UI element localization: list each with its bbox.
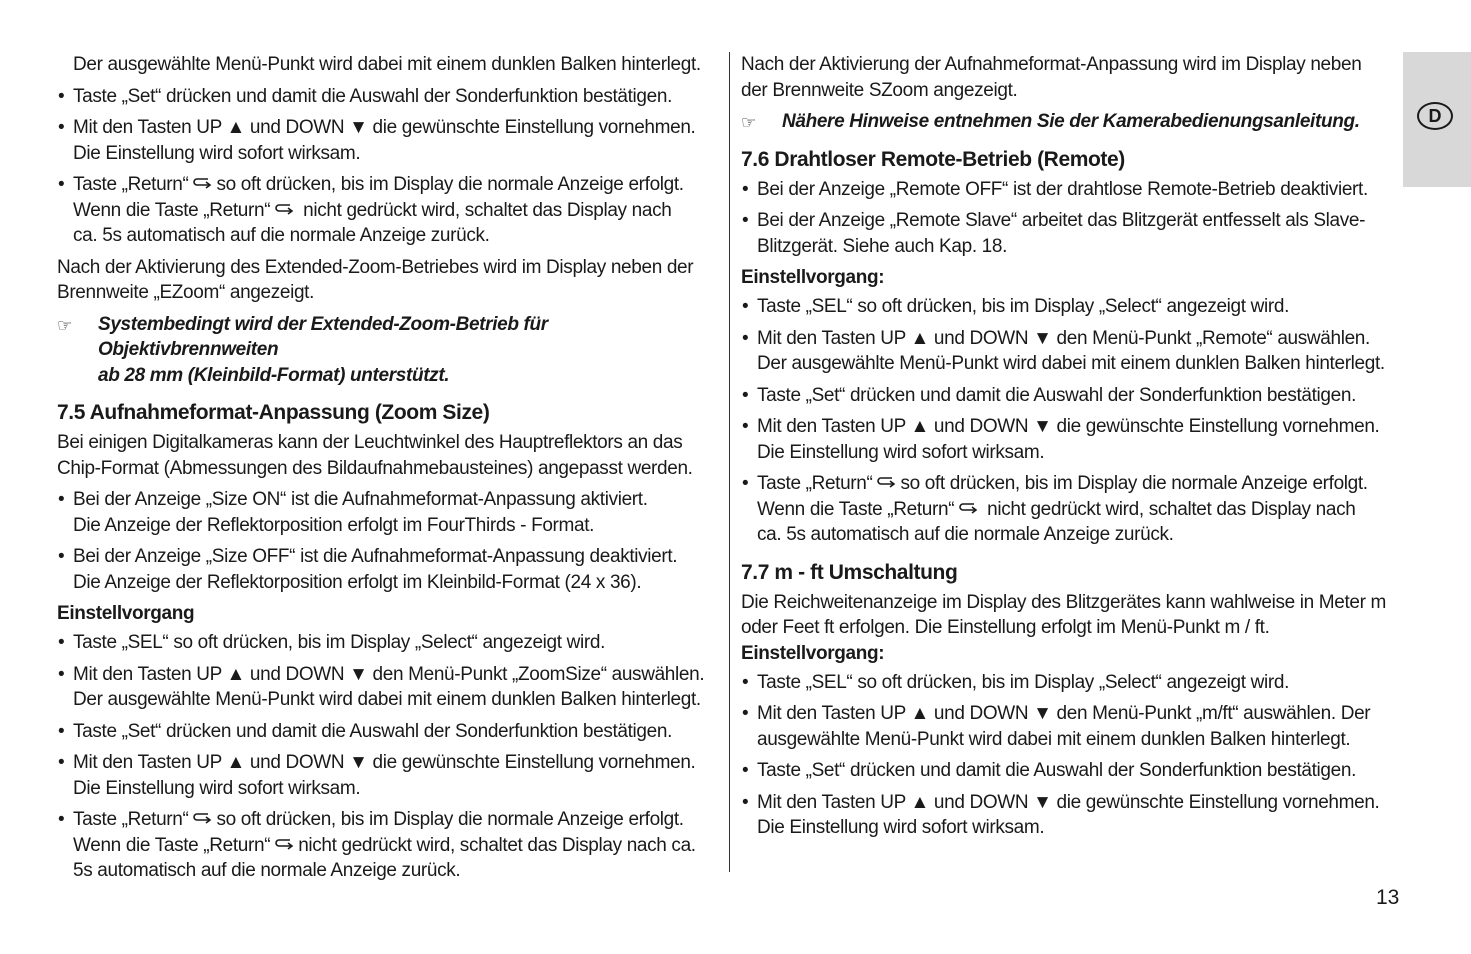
return-key-icon — [192, 811, 212, 827]
list-item: • Taste „Set“ drücken und damit die Auswahl der Sonderfunktion bestätigen. — [741, 758, 1397, 784]
list-item: • Taste „Set“ drücken und damit die Auswahl der Sonderfunktion bestätigen. — [741, 383, 1397, 409]
section-heading: 7.7 m - ft Umschaltung — [741, 560, 958, 584]
list-item: • Taste „SEL“ so oft drücken, bis im Display „Select“ angezeigt wird. — [741, 294, 1397, 320]
list-item: • Mit den Tasten UP ▲ und DOWN ▼ die gewünschte Einstellung vornehmen. Die Einstellung wird sofort wirksam. — [57, 115, 721, 166]
pointing-hand-icon: ☞ — [741, 113, 756, 132]
list-item: • Mit den Tasten UP ▲ und DOWN ▼ die gewünschte Einstellung vornehmen. Die Einstellung wird sofort wirksam. — [741, 414, 1397, 465]
list-item: • Bei der Anzeige „Size ON“ ist die Aufnahmeformat-Anpassung aktiviert. Die Anzeige der Reflektorposition erfolgt im FourThirds - Format. — [57, 487, 721, 538]
language-tab-label: D — [1417, 102, 1453, 130]
return-key-icon — [274, 202, 294, 218]
right-column — [741, 52, 1397, 847]
list-item: • Mit den Tasten UP ▲ und DOWN ▼ den Menü-Punkt „ZoomSize“ auswählen. Der ausgewählte Menü-Punkt wird dabei mit einem dunklen Balken hinterlegt. — [57, 662, 721, 713]
list-item: • Bei der Anzeige „Remote OFF“ ist der drahtlose Remote-Betrieb deaktiviert. — [741, 177, 1397, 203]
list-item: • Mit den Tasten UP ▲ und DOWN ▼ den Menü-Punkt „m/ft“ auswählen. Der ausgewählte Menü-Punkt wird dabei mit einem dunklen Balken hinterlegt. — [741, 701, 1397, 752]
note: ☞ Systembedingt wird der Extended-Zoom-Betrieb für Objektivbrennweiten ab 28 mm (Kleinbild-Format) unterstützt. — [57, 313, 548, 386]
left-column — [57, 52, 721, 890]
list-item: • Taste „Set“ drücken und damit die Auswahl der Sonderfunktion bestätigen. — [57, 84, 721, 110]
section-heading: 7.6 Drahtloser Remote-Betrieb (Remote) — [741, 147, 1125, 171]
column-divider — [729, 52, 730, 872]
return-key-icon — [958, 501, 978, 517]
language-tab — [1403, 52, 1471, 187]
list-item: • Mit den Tasten UP ▲ und DOWN ▼ die gewünschte Einstellung vornehmen. Die Einstellung wird sofort wirksam. — [57, 750, 721, 801]
note: ☞ Nähere Hinweise entnehmen Sie der Kamerabedienungsanleitung. — [741, 109, 1397, 135]
list-item: • Taste „Return“ so oft drücken, bis im Display die normale Anzeige erfolgt. Wenn die Taste „Return“ nicht gedrückt wird, schaltet das Display nach ca. 5s automatisch auf die normale Anzeige zurück. — [57, 807, 721, 884]
list-item: • Taste „Set“ drücken und damit die Auswahl der Sonderfunktion bestätigen. — [57, 719, 721, 745]
list-item: • Taste „Return“ so oft drücken, bis im Display die normale Anzeige erfolgt. Wenn die Taste „Return“ nicht gedrückt wird, schaltet das Display nach ca. 5s automatisch auf die normale Anzeige zurück. — [57, 172, 721, 249]
subheading: Einstellvorgang: — [741, 267, 885, 288]
return-key-icon — [274, 837, 294, 853]
section-heading: 7.5 Aufnahmeformat-Anpassung (Zoom Size) — [57, 401, 490, 424]
paragraph: Nach der Aktivierung der Aufnahmeformat-Anpassung wird im Display neben der Brennweite SZoom angezeigt. — [741, 54, 1362, 101]
list-item: • Mit den Tasten UP ▲ und DOWN ▼ den Menü-Punkt „Remote“ auswählen. Der ausgewählte Menü-Punkt wird dabei mit einem dunklen Balken hinterlegt. — [741, 326, 1397, 377]
list-item: • Taste „SEL“ so oft drücken, bis im Display „Select“ angezeigt wird. — [741, 670, 1397, 696]
subheading: Einstellvorgang: — [741, 642, 885, 664]
paragraph: Der ausgewählte Menü-Punkt wird dabei mit einem dunklen Balken hinterlegt. — [73, 54, 701, 75]
return-key-icon — [876, 475, 896, 491]
paragraph: Bei einigen Digitalkameras kann der Leuchtwinkel des Hauptreflektors an das Chip-Format (Abmessungen des Bildaufnahmebausteines) angepasst werden. — [57, 432, 693, 479]
paragraph: Nach der Aktivierung des Extended-Zoom-Betriebes wird im Display neben der Brennweite „EZoom“ angezeigt. — [57, 256, 694, 303]
list-item: • Bei der Anzeige „Remote Slave“ arbeitet das Blitzgerät entfesselt als Slave- Blitzgerät. Siehe auch Kap. 18. — [741, 208, 1397, 259]
list-item: • Bei der Anzeige „Size OFF“ ist die Aufnahmeformat-Anpassung deaktiviert. Die Anzeige der Reflektorposition erfolgt im Kleinbild-Format (24 x 36). — [57, 544, 721, 595]
paragraph: Die Reichweitenanzeige im Display des Blitzgerätes kann wahlweise in Meter m oder Feet ft erfolgen. Die Einstellung erfolgt im Menü-Punkt m / ft. — [741, 591, 1387, 638]
subheading: Einstellvorgang — [57, 603, 195, 624]
list-item: • Taste „SEL“ so oft drücken, bis im Display „Select“ angezeigt wird. — [57, 630, 721, 656]
list-item: • Mit den Tasten UP ▲ und DOWN ▼ die gewünschte Einstellung vornehmen. Die Einstellung wird sofort wirksam. — [741, 790, 1397, 841]
return-key-icon — [192, 176, 212, 192]
page-number: 13 — [1376, 886, 1400, 909]
list-item: • Taste „Return“ so oft drücken, bis im Display die normale Anzeige erfolgt. Wenn die Taste „Return“ nicht gedrückt wird, schaltet das Display nach ca. 5s automatisch auf die normale Anzeige zurück. — [741, 471, 1397, 548]
pointing-hand-icon: ☞ — [57, 315, 72, 335]
